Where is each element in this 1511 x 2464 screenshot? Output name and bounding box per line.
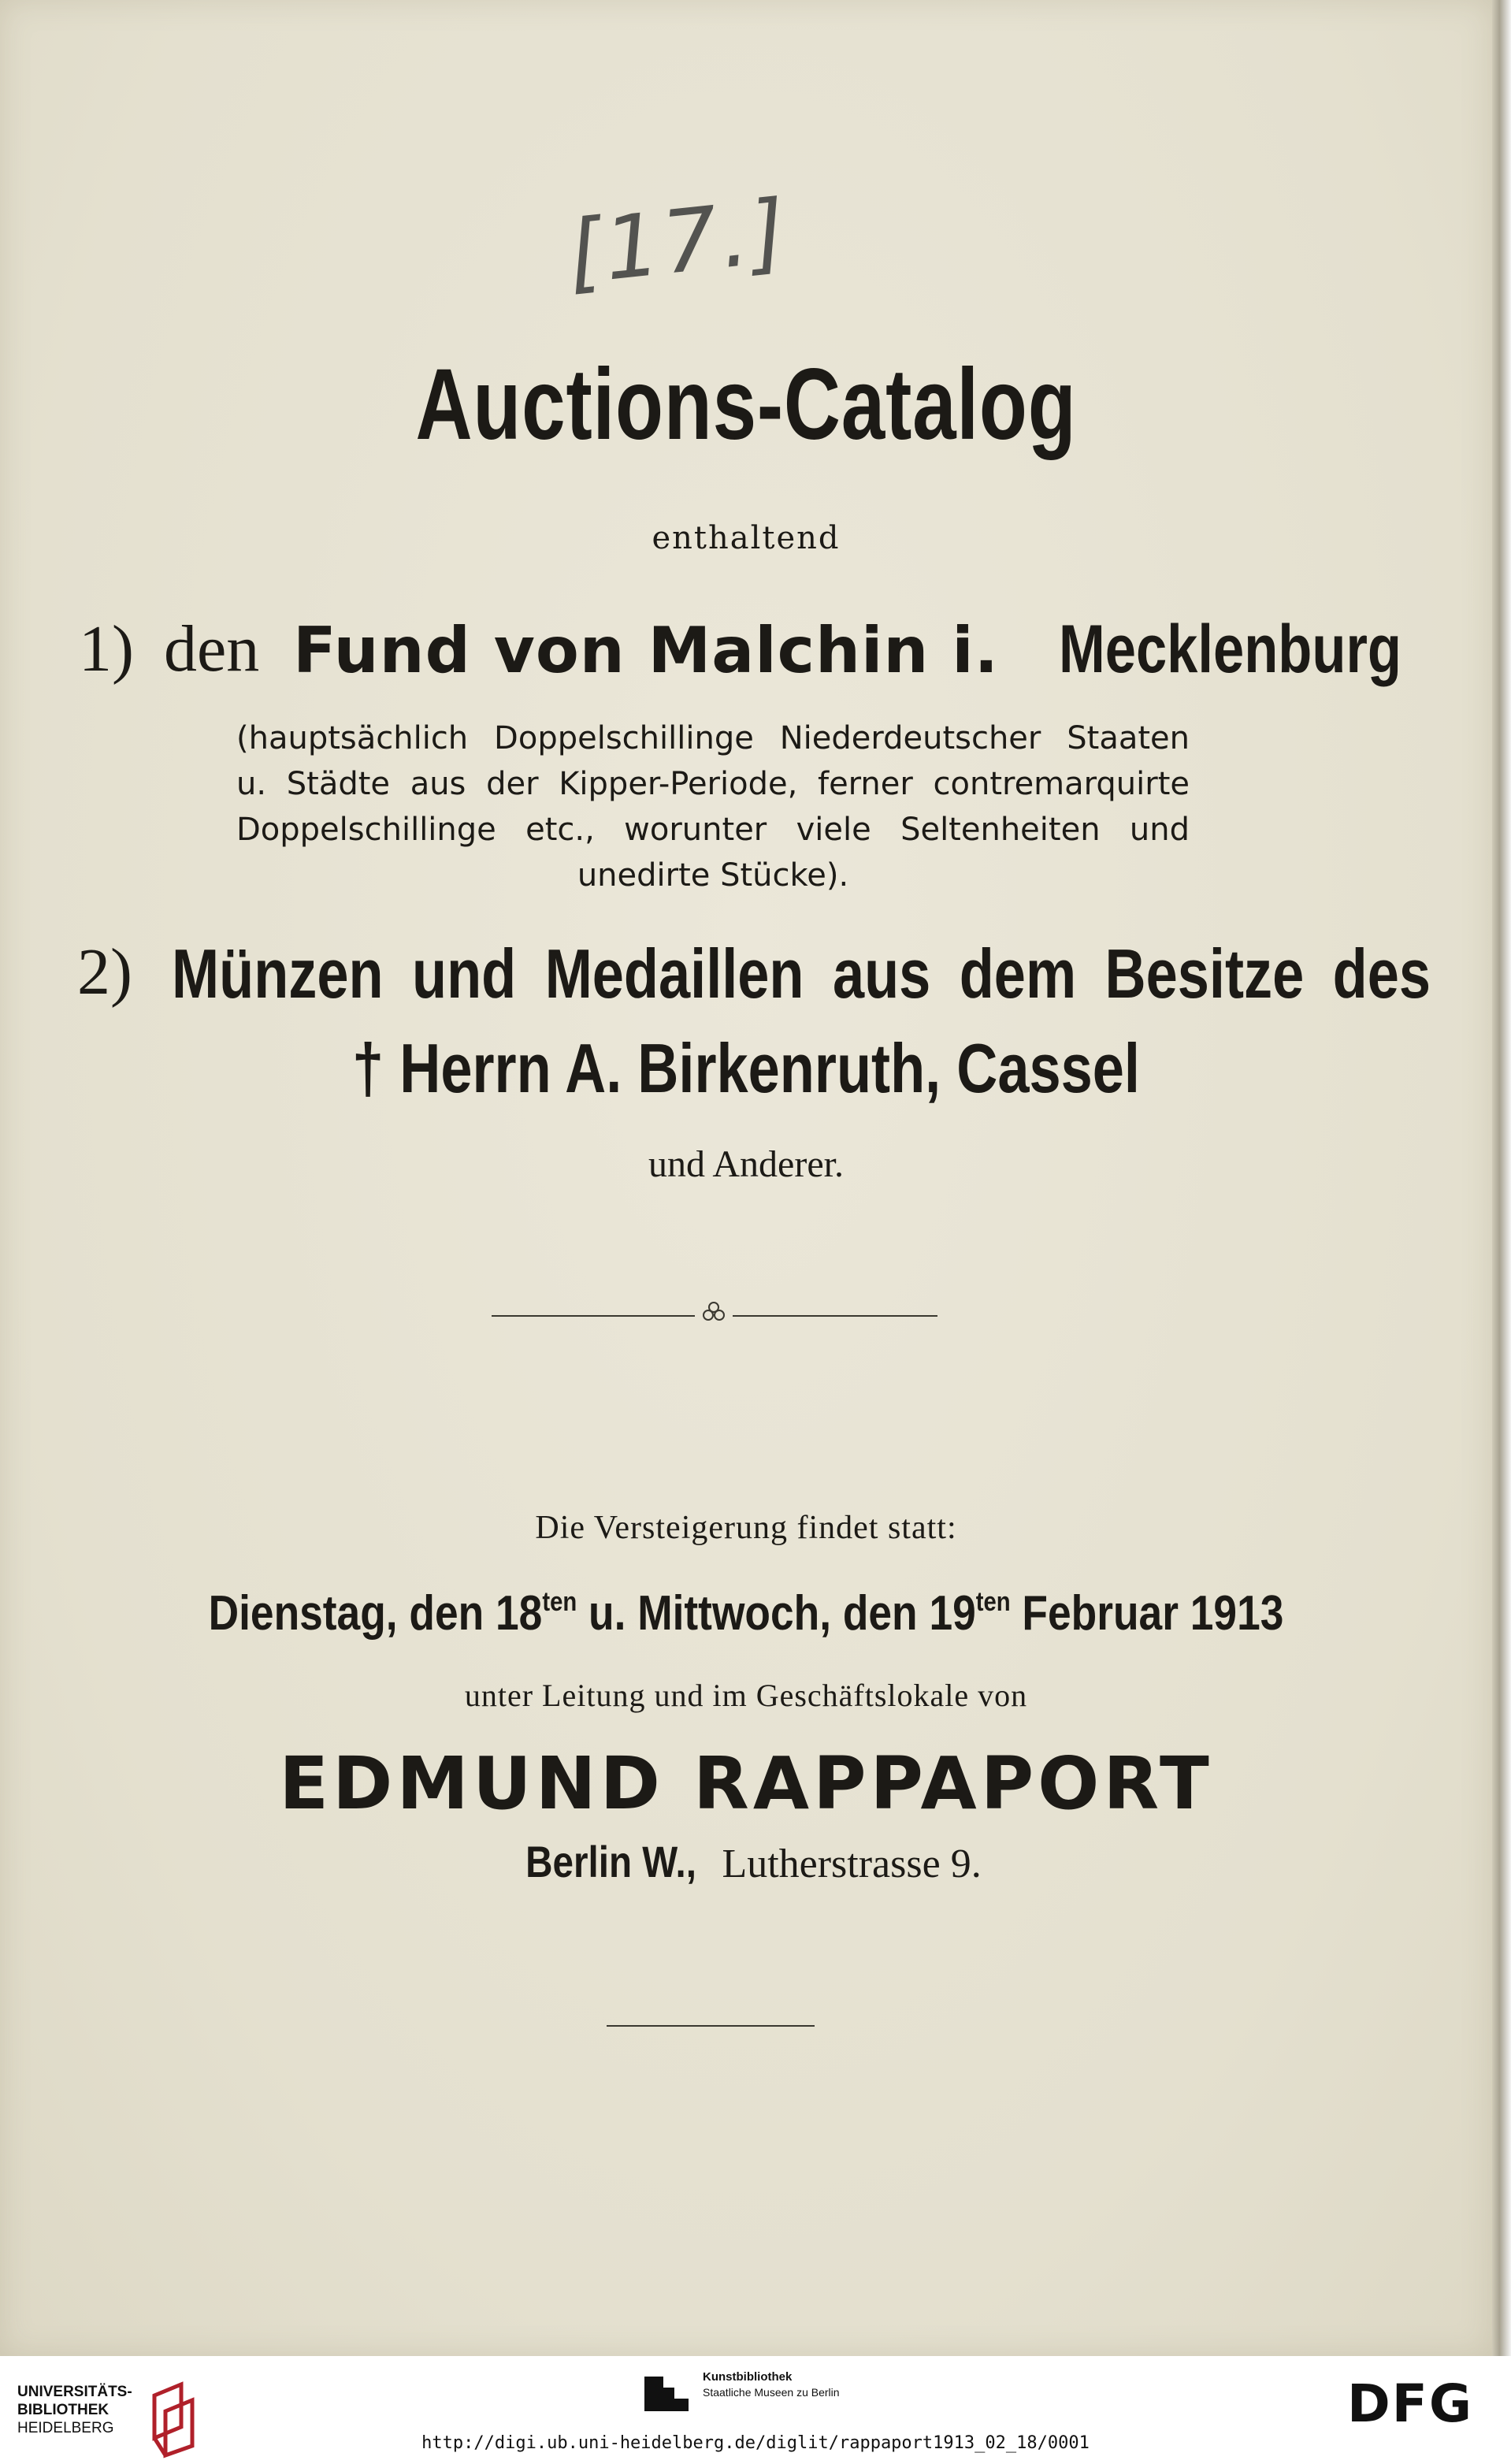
catalog-title: Auctions-Catalog [415,348,1077,461]
item-1-place: Mecklenburg [1059,611,1401,687]
dfg-logo[interactable]: DFG [1347,2373,1474,2434]
catalog-subtitle: enthaltend [652,520,841,556]
address-city: Berlin W., [525,1837,697,1886]
address-street: Lutherstrasse 9. [711,1841,982,1886]
item-2-line-1: Münzen und Medaillen aus dem Besitze des [172,935,1431,1013]
item-2-number: 2) [77,935,132,1009]
date-ordinal: ten [542,1587,577,1617]
item-2-line-2: † Herrn A. Birkenruth, Cassel [352,1029,1140,1107]
library-name-line: HEIDELBERG [17,2420,114,2436]
sale-dates [105,1585,1388,1641]
sale-management: unter Leitung und im Geschäftslokale von [464,1678,1028,1713]
kunstbibliothek-subtitle: Staatliche Museen zu Berlin [703,2386,840,2399]
ornamental-divider [492,1308,937,1324]
description-line: u. Städte aus der Kipper-Periode, ferner contremarquirte [236,766,1190,802]
auctioneer-name: EDMUND RAPPAPORT [279,1741,1213,1826]
digitization-footer [0,2356,1511,2464]
divider-rule-left [492,1315,695,1317]
item-1-prefix: den [164,612,260,686]
divider-rule-right [733,1315,937,1317]
kunstbibliothek-logo[interactable] [643,2369,879,2416]
ornament-knot-icon [700,1299,728,1327]
date-ordinal: ten [975,1587,1011,1617]
description-line: Doppelschillinge etc., worunter viele Seltenheiten und [236,812,1190,848]
description-line: unedirte Stücke). [577,857,849,894]
item-1-description [236,715,1190,898]
source-url[interactable]: http://digi.ub.uni-heidelberg.de/diglit/rappaport1913_02_18/0001 [421,2433,1090,2453]
item-2-line-3: und Anderer. [648,1143,844,1185]
date-part: Februar 1913 [1010,1586,1284,1641]
sale-intro: Die Versteigerung findet statt: [535,1510,957,1546]
item-1-number: 1) [79,612,134,686]
library-name-line: BIBLIOTHEK [17,2402,110,2418]
description-line: (hauptsächlich Doppelschillinge Niederdeutscher Staaten [236,720,1190,756]
page-edge [1492,0,1511,2356]
item-1-name: Fund von Malchin i. [293,614,1000,687]
handwritten-annotation: [17.] [562,180,793,304]
kunstbibliothek-name: Kunstbibliothek [703,2370,793,2384]
date-part: Dienstag, den 18 [208,1586,543,1641]
kunstbibliothek-mark-icon [643,2372,690,2413]
library-name-line: UNIVERSITÄTS- [17,2384,132,2400]
closing-rule [607,2025,815,2027]
content-item-1 [79,611,1401,697]
auctioneer-address [0,1836,1492,1887]
date-part: u. Mittwoch, den 19 [577,1586,976,1641]
